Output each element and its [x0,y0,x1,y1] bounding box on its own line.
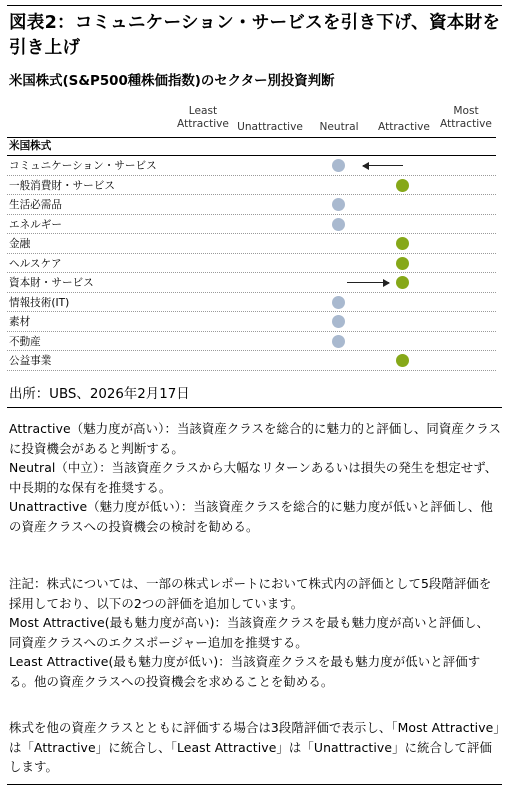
sector-label: 素材 [9,316,31,328]
sector-row [7,351,496,371]
top-rule [7,5,502,6]
rating-dot-attractive [396,257,409,270]
rating-dot-neutral [332,315,345,328]
section-label-us-equity: 米国株式 [9,140,52,152]
col-most-attractive [436,105,496,131]
upgrade-arrow-icon [347,282,389,283]
exhibit-subtitle: 米国株式(S&P500種株価指数)のセクター別投資判断 [9,74,335,89]
rating-dot-neutral [332,218,345,231]
def-unattractive: Unattractive（魅力度が低い）：当該資産クラスを総合的に魅力度が低いと評価し、他の資産クラスへの投資機会の検討を勧める。 [9,499,493,534]
sector-label: ヘルスケア [9,257,62,270]
sector-row [7,156,496,176]
rating-dot-attractive [396,276,409,289]
col-neutral: Neutral [319,121,359,133]
sector-row [7,332,496,352]
col-most-attractive-line2: Attractive [440,118,492,130]
sector-label: 公益事業 [9,355,52,367]
sector-row [7,254,496,274]
rating-dot-attractive [396,179,409,192]
source-rule [7,407,502,408]
five-level-note [9,574,501,692]
sector-label: コミュニケーション・サービス [9,160,157,172]
sector-row [7,273,496,293]
rating-dot-neutral [332,335,345,348]
sector-label: 資本財・サービス [9,277,94,289]
note-intro: 注記：株式については、一部の株式レポートにおいて株式内の評価として5段階評価を採用しており、以下の2つの評価を追加しています。 [9,576,492,611]
def-attractive: Attractive（魅力度が高い）：当該資産クラスを総合的に魅力的と評価し、同資産クラスに投資機会があると判断する。 [9,421,501,456]
col-unattractive: Unattractive [237,121,303,133]
col-least-attractive-line2: Attractive [177,118,229,130]
three-level-note [9,718,501,777]
table-header-rule [7,137,496,138]
sector-row [7,234,496,254]
downgrade-arrow-icon [363,165,403,166]
exhibit-title: 図表2：コミュニケーション・サービスを引き下げ、資本財を引き上げ [9,13,501,58]
definitions [9,419,501,537]
col-least-attractive [173,105,233,131]
rating-dot-attractive [396,354,409,367]
note-three-level: 株式を他の資産クラスとともに評価する場合は3段階評価で表示し、「Most Attractive」は「Attractive」に統合し、「Least Attractive」は「Unattractive」に統合して評価します。 [9,720,500,775]
col-most-attractive-line1: Most [453,105,479,117]
bottom-rule [7,784,502,785]
rating-dot-attractive [396,237,409,250]
source-note: 出所：UBS、2026年2月17日 [9,387,190,402]
col-attractive: Attractive [378,121,430,133]
sector-label: 情報技術(IT) [9,296,70,309]
def-most-attractive: Most Attractive(最も魅力度が高い)：当該資産クラスを最も魅力度が高いと評価し、同資産クラスへのエクスポージャー追加を推奨する。 [9,615,489,650]
def-neutral: Neutral（中立）：当該資産クラスから大幅なリターンあるいは損失の発生を想定せず、中長期的な保有を推奨する。 [9,460,498,495]
sector-label: 不動産 [9,335,41,348]
rating-dot-neutral [332,198,345,211]
sector-row [7,195,496,215]
sector-label: 一般消費財・サービス [9,179,115,192]
sector-label: エネルギー [9,218,62,231]
sector-row [7,215,496,235]
sector-label: 金融 [9,238,31,250]
sector-row [7,176,496,196]
sector-row [7,312,496,332]
rating-dot-neutral [332,159,345,172]
sector-label: 生活必需品 [9,199,62,211]
def-least-attractive: Least Attractive(最も魅力度が低い)：当該資産クラスを最も魅力度が低いと評価する。他の資産クラスへの投資機会を求めることを勧める。 [9,654,481,689]
rating-dot-neutral [332,296,345,309]
col-least-attractive-line1: Least [188,105,218,117]
sector-row [7,293,496,313]
